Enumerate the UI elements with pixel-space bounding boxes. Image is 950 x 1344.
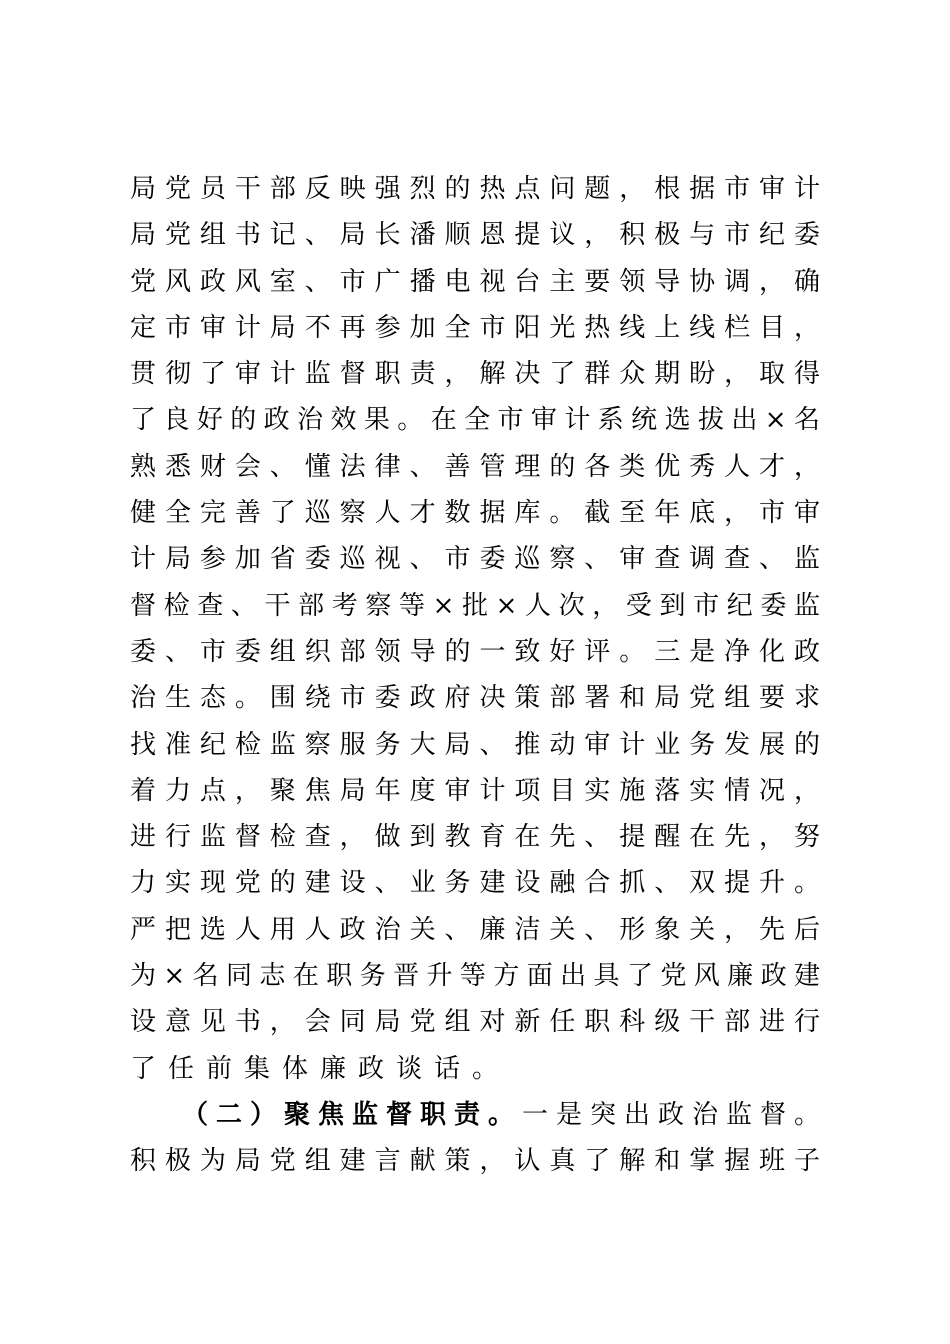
text-line: 着力点，聚焦局年度审计项目实施落实情况， — [130, 775, 820, 806]
section-text: 一是突出政治监督。 — [521, 1099, 820, 1130]
text-line: 计局参加省委巡视、市委巡察、审查调查、监 — [130, 544, 820, 575]
text-line: 进行监督检查，做到教育在先、提醒在先，努 — [130, 822, 820, 853]
text-line: 找准纪检监察服务大局、推动审计业务发展的 — [130, 729, 820, 760]
text-line: 委、市委组织部领导的一致好评。三是净化政 — [130, 636, 820, 667]
text-line: 积极为局党组建言献策，认真了解和掌握班子 — [130, 1146, 820, 1177]
text-line: 党风政风室、市广播电视台主要领导协调，确 — [130, 266, 820, 297]
text-line: 局党员干部反映强烈的热点问题，根据市审计 — [130, 174, 820, 204]
text-line: 严把选人用人政治关、廉洁关、形象关，先后 — [130, 914, 820, 945]
text-line: 熟悉财会、懂法律、善管理的各类优秀人才， — [130, 451, 820, 482]
section-heading: （二）聚焦监督职责。 — [182, 1099, 522, 1130]
text-line: 健全完善了巡察人才数据库。截至年底，市审 — [130, 498, 820, 529]
text-line: 督检查、干部考察等×批×人次，受到市纪委监 — [130, 590, 820, 621]
text-line: 力实现党的建设、业务建设融合抓、双提升。 — [130, 868, 820, 899]
text-line: 定市审计局不再参加全市阳光热线上线栏目， — [130, 312, 820, 343]
text-line: 局党组书记、局长潘顺恩提议，积极与市纪委 — [130, 220, 820, 251]
text-line: 了任前集体廉政谈话。 — [130, 1053, 511, 1084]
body-text — [130, 166, 820, 1185]
text-line: 为×名同志在职务晋升等方面出具了党风廉政建 — [130, 961, 820, 992]
text-line: 设意见书，会同局党组对新任职科级干部进行 — [130, 1007, 820, 1038]
section-line — [130, 1092, 820, 1138]
text-line: 了良好的政治效果。在全市审计系统选拔出×名 — [130, 405, 820, 436]
text-line: 治生态。围绕市委政府决策部署和局党组要求 — [130, 683, 820, 714]
text-line: 贯彻了审计监督职责，解决了群众期盼，取得 — [130, 359, 820, 390]
